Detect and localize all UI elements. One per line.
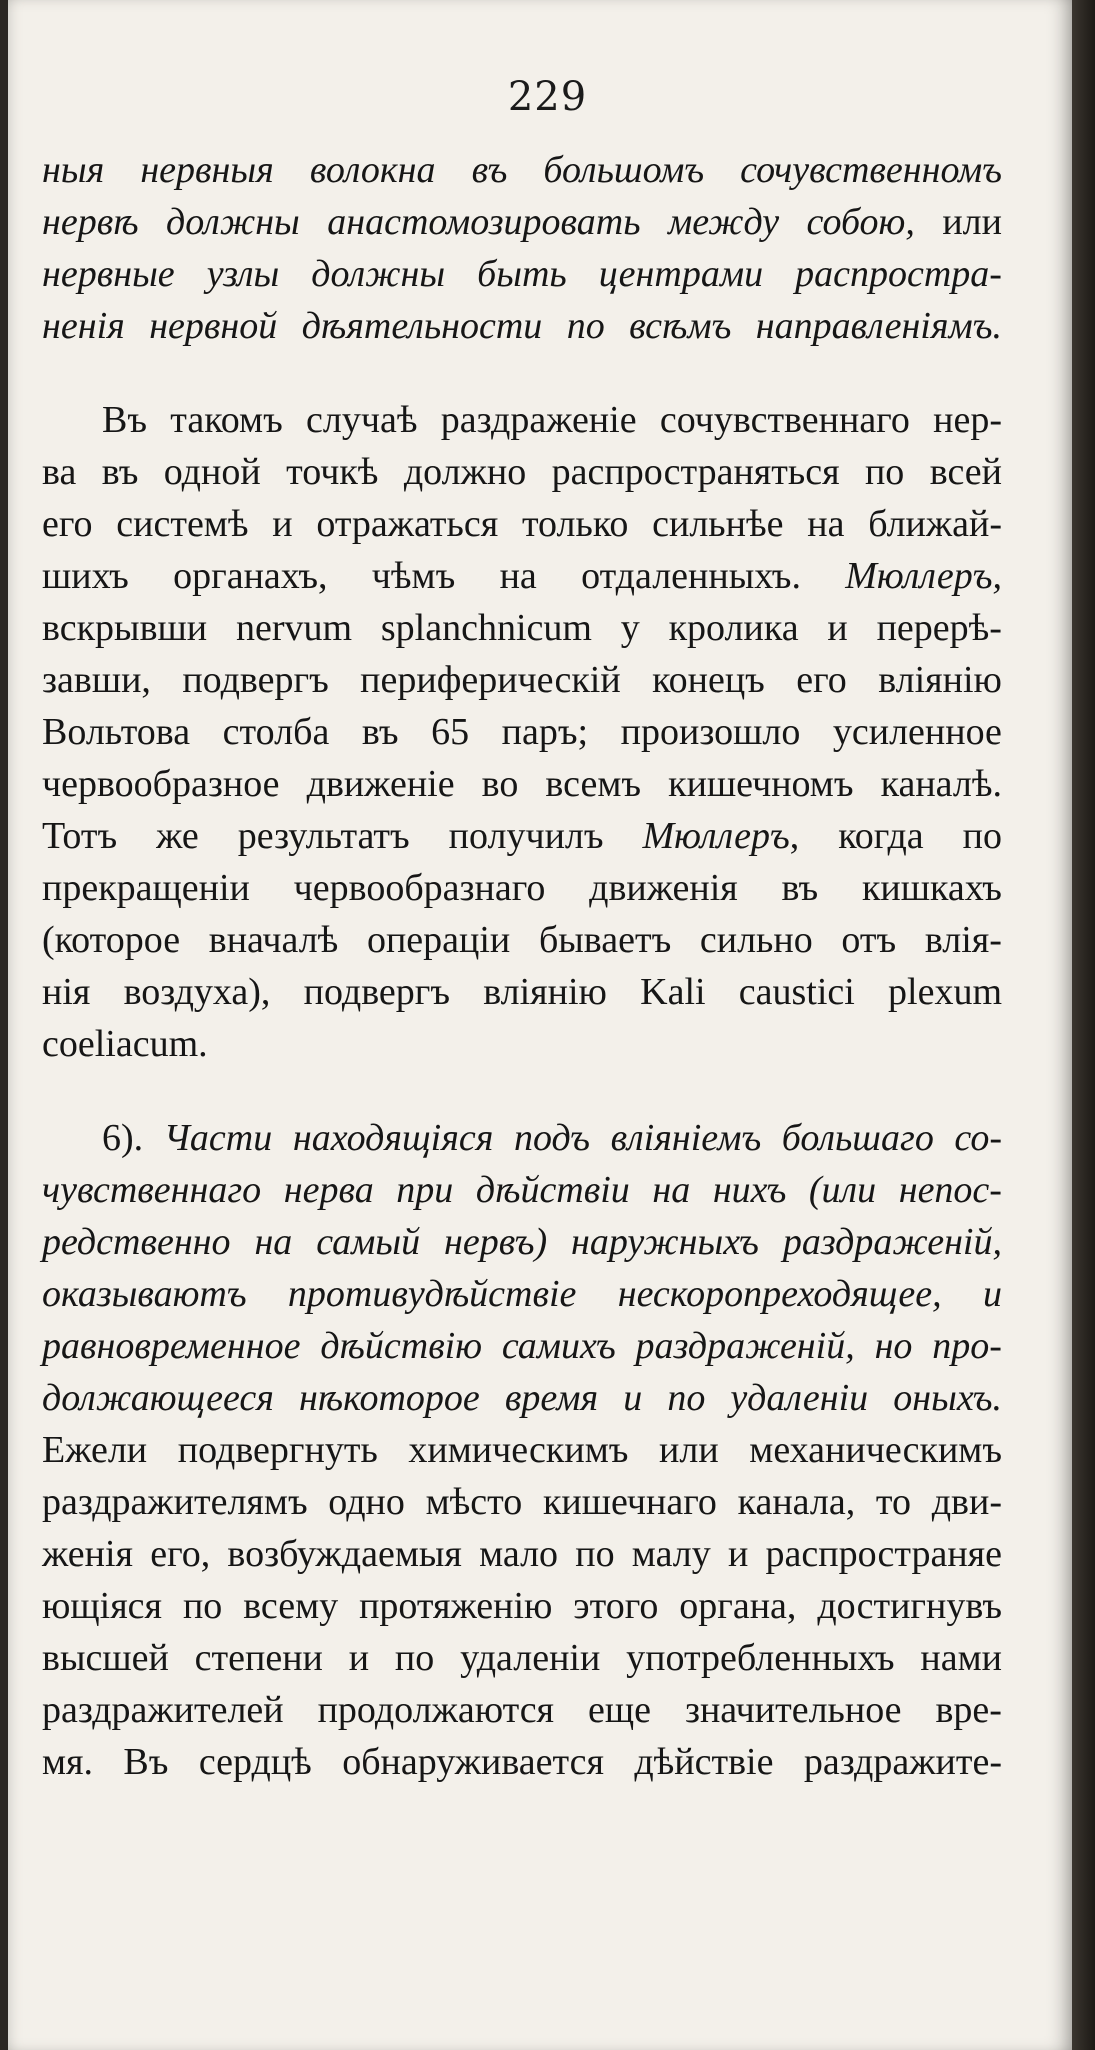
word: сочувственнаго [659, 399, 910, 441]
text-line [42, 1580, 1002, 1632]
word: въ [361, 711, 399, 753]
word: чувственнаго [42, 1169, 262, 1211]
word: въ [471, 149, 508, 191]
word: быть [477, 253, 567, 295]
word: Мюллеръ, [642, 815, 800, 857]
word: но [874, 1325, 913, 1367]
text-line [42, 300, 1002, 352]
word: прекращеніи [42, 867, 250, 909]
word: чѣмъ [371, 555, 456, 597]
text-line [42, 1528, 1002, 1580]
word: удаленіи [730, 1377, 869, 1419]
word: раздражителямъ [42, 1481, 308, 1523]
word: по [962, 815, 1002, 857]
word: органахъ, [173, 555, 328, 597]
word: про- [932, 1325, 1002, 1367]
word: системѣ [116, 503, 249, 545]
word: нервныя [140, 149, 274, 191]
word: одно [328, 1481, 405, 1523]
text-line [42, 1112, 1002, 1164]
word: направленіямъ. [755, 305, 1002, 347]
word: должны [311, 253, 446, 295]
word: дѣйствіе [634, 1741, 774, 1783]
word: Тотъ [42, 815, 118, 857]
word: дѣятельности [301, 305, 543, 347]
word: большаго [781, 1117, 934, 1159]
word: 6). [102, 1117, 144, 1159]
word: должны [166, 201, 300, 243]
word: нервной [149, 305, 278, 347]
word: нѣкоторое [298, 1377, 480, 1419]
page-number: 229 [507, 74, 588, 120]
word: одной [163, 451, 261, 493]
word: его [42, 503, 93, 545]
word: сильнѣе [652, 503, 784, 545]
word: нервные [42, 253, 175, 295]
word: канала, [737, 1481, 856, 1523]
text-line [42, 654, 1002, 706]
word: при [396, 1169, 454, 1211]
word: кишкахъ [861, 867, 1002, 909]
word: распространяе [765, 1533, 1002, 1575]
word: по [667, 1377, 706, 1419]
word: и [982, 1273, 1002, 1315]
word: вскрывши [42, 607, 208, 649]
word: произошло [620, 711, 801, 753]
word: червообразнаго [293, 867, 546, 909]
word: вначалѣ [208, 919, 339, 961]
word: на [807, 503, 845, 545]
word: Части [163, 1117, 273, 1159]
word: и [827, 607, 848, 649]
word: высшей [42, 1637, 169, 1679]
text-line [42, 1320, 1002, 1372]
text-line [42, 1736, 1002, 1788]
word: всему [243, 1585, 339, 1627]
word: вре- [935, 1689, 1002, 1731]
word: дѣйствіи [475, 1169, 630, 1211]
word: периферическій [360, 659, 621, 701]
word: Въ [123, 1741, 169, 1783]
text-line [42, 966, 1002, 1018]
word: обнаруживается [342, 1741, 604, 1783]
text-line [42, 1476, 1002, 1528]
word: завши, [42, 659, 151, 701]
page-edge [1072, 0, 1095, 2050]
word: женія [42, 1533, 133, 1575]
word: когда [838, 815, 924, 857]
word: со- [954, 1117, 1002, 1159]
word: этого [573, 1585, 659, 1627]
word: Вольтова [42, 711, 191, 753]
word: вліяніемъ [610, 1117, 762, 1159]
word: Ежели [42, 1429, 148, 1471]
word: въ [781, 867, 819, 909]
word: (или [808, 1169, 877, 1211]
word: по [394, 1637, 435, 1679]
word: мя. [42, 1741, 94, 1783]
page-text [42, 144, 1002, 1788]
word: каналѣ. [880, 763, 1002, 805]
word: случаѣ [306, 399, 418, 441]
word: Мюллеръ, [845, 555, 1002, 597]
word: сильно [699, 919, 813, 961]
word: нихъ [712, 1169, 787, 1211]
word: отдаленныхъ. [581, 555, 801, 597]
word: конецъ [652, 659, 765, 701]
word: значительное [684, 1689, 902, 1731]
word: протяженію [359, 1585, 553, 1627]
text-line [42, 1268, 1002, 1320]
word: его [796, 659, 847, 701]
word: раздражителей [42, 1689, 284, 1731]
word: то [875, 1481, 912, 1523]
word: воздуха), [123, 971, 271, 1013]
word: усиленное [832, 711, 1002, 753]
word: самихъ [501, 1325, 616, 1367]
word: подвергъ [182, 659, 329, 701]
word: ва [42, 451, 77, 493]
word: нами [920, 1637, 1002, 1679]
word: должно [403, 451, 527, 493]
text-line [42, 914, 1002, 966]
text-line [42, 1424, 1002, 1476]
word: нескоропреходящее, [617, 1273, 942, 1315]
word: большомъ [543, 149, 705, 191]
word: на [499, 555, 537, 597]
text-line [42, 1632, 1002, 1684]
word: механическимъ [749, 1429, 1002, 1471]
word: наружныхъ [571, 1221, 759, 1263]
word: всемъ [545, 763, 642, 805]
word: точкѣ [286, 451, 379, 493]
word: дѣйствію [320, 1325, 483, 1367]
word: редственно [42, 1221, 231, 1263]
word: раздраженій, [782, 1221, 1002, 1263]
word: результатъ [237, 815, 410, 857]
word: и [348, 1637, 370, 1679]
word: степени [194, 1637, 323, 1679]
word: перерѣ- [876, 607, 1002, 649]
word: по [575, 1533, 615, 1575]
word: Въ [102, 399, 147, 441]
word: сердцѣ [198, 1741, 312, 1783]
word: такомъ [170, 399, 283, 441]
word: дви- [931, 1481, 1002, 1523]
word: удаленіи [460, 1637, 601, 1679]
word: бываетъ [538, 919, 672, 961]
word: или [942, 201, 1002, 243]
word: движеніе [306, 763, 455, 805]
word: coeliacum. [42, 1023, 208, 1065]
word: возбуждаемыя [227, 1533, 462, 1575]
word: органа, [679, 1585, 797, 1627]
word: во [481, 763, 519, 805]
word: кишечнаго [542, 1481, 717, 1523]
word: нер- [933, 399, 1002, 441]
word: паръ; [501, 711, 589, 753]
text-line [42, 446, 1002, 498]
text-line [42, 602, 1002, 654]
text-line [42, 810, 1002, 862]
word: Kali [640, 971, 706, 1013]
word: кролика [668, 607, 799, 649]
word: всей [929, 451, 1002, 493]
word: сочувственномъ [740, 149, 1002, 191]
word: его, [150, 1533, 211, 1575]
text-line [42, 394, 1002, 446]
word: раздраженій, [635, 1325, 855, 1367]
word: по [566, 305, 605, 347]
word: движенія [589, 867, 738, 909]
word: столба [222, 711, 330, 753]
word: центрами [598, 253, 764, 295]
word: должающееся [42, 1377, 274, 1419]
word: раздражите- [803, 1741, 1002, 1783]
text-line [42, 862, 1002, 914]
word: самый [316, 1221, 421, 1263]
word: оныхъ. [893, 1377, 1002, 1419]
word: нервѣ [42, 201, 139, 243]
text-line [42, 706, 1002, 758]
word: находящіяся [292, 1117, 494, 1159]
word: и [727, 1533, 749, 1575]
word: непос- [898, 1169, 1002, 1211]
word: собою, [806, 201, 915, 243]
word: caustici [738, 971, 855, 1013]
text-line [42, 758, 1002, 810]
word: продолжаются [317, 1689, 555, 1731]
word: нерва [283, 1169, 374, 1211]
word: распространяться [551, 451, 840, 493]
word: оказываютъ [42, 1273, 247, 1315]
word: или [659, 1429, 719, 1471]
word: кишечномъ [668, 763, 854, 805]
word: равновременное [42, 1325, 301, 1367]
word: по [864, 451, 905, 493]
word: на [254, 1221, 293, 1263]
word: ющіяся [42, 1585, 163, 1627]
word: ненія [42, 305, 125, 347]
text-line [42, 144, 1002, 196]
word: операціи [366, 919, 511, 961]
word: ныя [42, 149, 105, 191]
word: узлы [206, 253, 280, 295]
word: же [156, 815, 199, 857]
word: отъ [841, 919, 897, 961]
word: въ [101, 451, 139, 493]
word: малу [631, 1533, 711, 1575]
word: подвергъ [303, 971, 451, 1013]
word: только [521, 503, 629, 545]
word: нервъ) [444, 1221, 548, 1263]
word: время [504, 1377, 599, 1419]
text-line [42, 550, 1002, 602]
word: раздраженіе [440, 399, 637, 441]
word: подвергнуть [177, 1429, 378, 1471]
paragraph-gap [42, 352, 1002, 394]
word: всѣмъ [629, 305, 732, 347]
paragraph-gap [42, 1070, 1002, 1112]
word: ближай- [868, 503, 1002, 545]
word: анастомозировать [327, 201, 641, 243]
word: подъ [514, 1117, 590, 1159]
word: достигнувъ [817, 1585, 1002, 1627]
word: splanchnicum [380, 607, 592, 649]
word: мѣсто [425, 1481, 523, 1523]
word: между [667, 201, 780, 243]
text-line [42, 248, 1002, 300]
word: nervum [235, 607, 353, 649]
word: на [652, 1169, 691, 1211]
text-line [42, 1018, 1002, 1070]
text-line [42, 1216, 1002, 1268]
word: и [623, 1377, 643, 1419]
text-line [42, 498, 1002, 550]
word: у [620, 607, 640, 649]
word: plexum [888, 971, 1002, 1013]
text-line [42, 1372, 1002, 1424]
word: мало [479, 1533, 559, 1575]
word: противудѣйствіе [287, 1273, 577, 1315]
word: распростра- [795, 253, 1002, 295]
word: (которое [42, 919, 181, 961]
word: получилъ [448, 815, 604, 857]
word: нія [42, 971, 91, 1013]
word: волокна [309, 149, 436, 191]
word: по [182, 1585, 223, 1627]
word: шихъ [42, 555, 129, 597]
word: вліянію [483, 971, 607, 1013]
text-line [42, 1684, 1002, 1736]
word: вліянію [878, 659, 1002, 701]
word: и [272, 503, 293, 545]
text-line [42, 1164, 1002, 1216]
text-line [42, 196, 1002, 248]
word: отражаться [316, 503, 499, 545]
word: влія- [924, 919, 1002, 961]
word: червообразное [42, 763, 280, 805]
word: употребленныхъ [626, 1637, 895, 1679]
word: еще [588, 1689, 651, 1731]
word: химическимъ [408, 1429, 629, 1471]
word: 65 [431, 711, 470, 753]
